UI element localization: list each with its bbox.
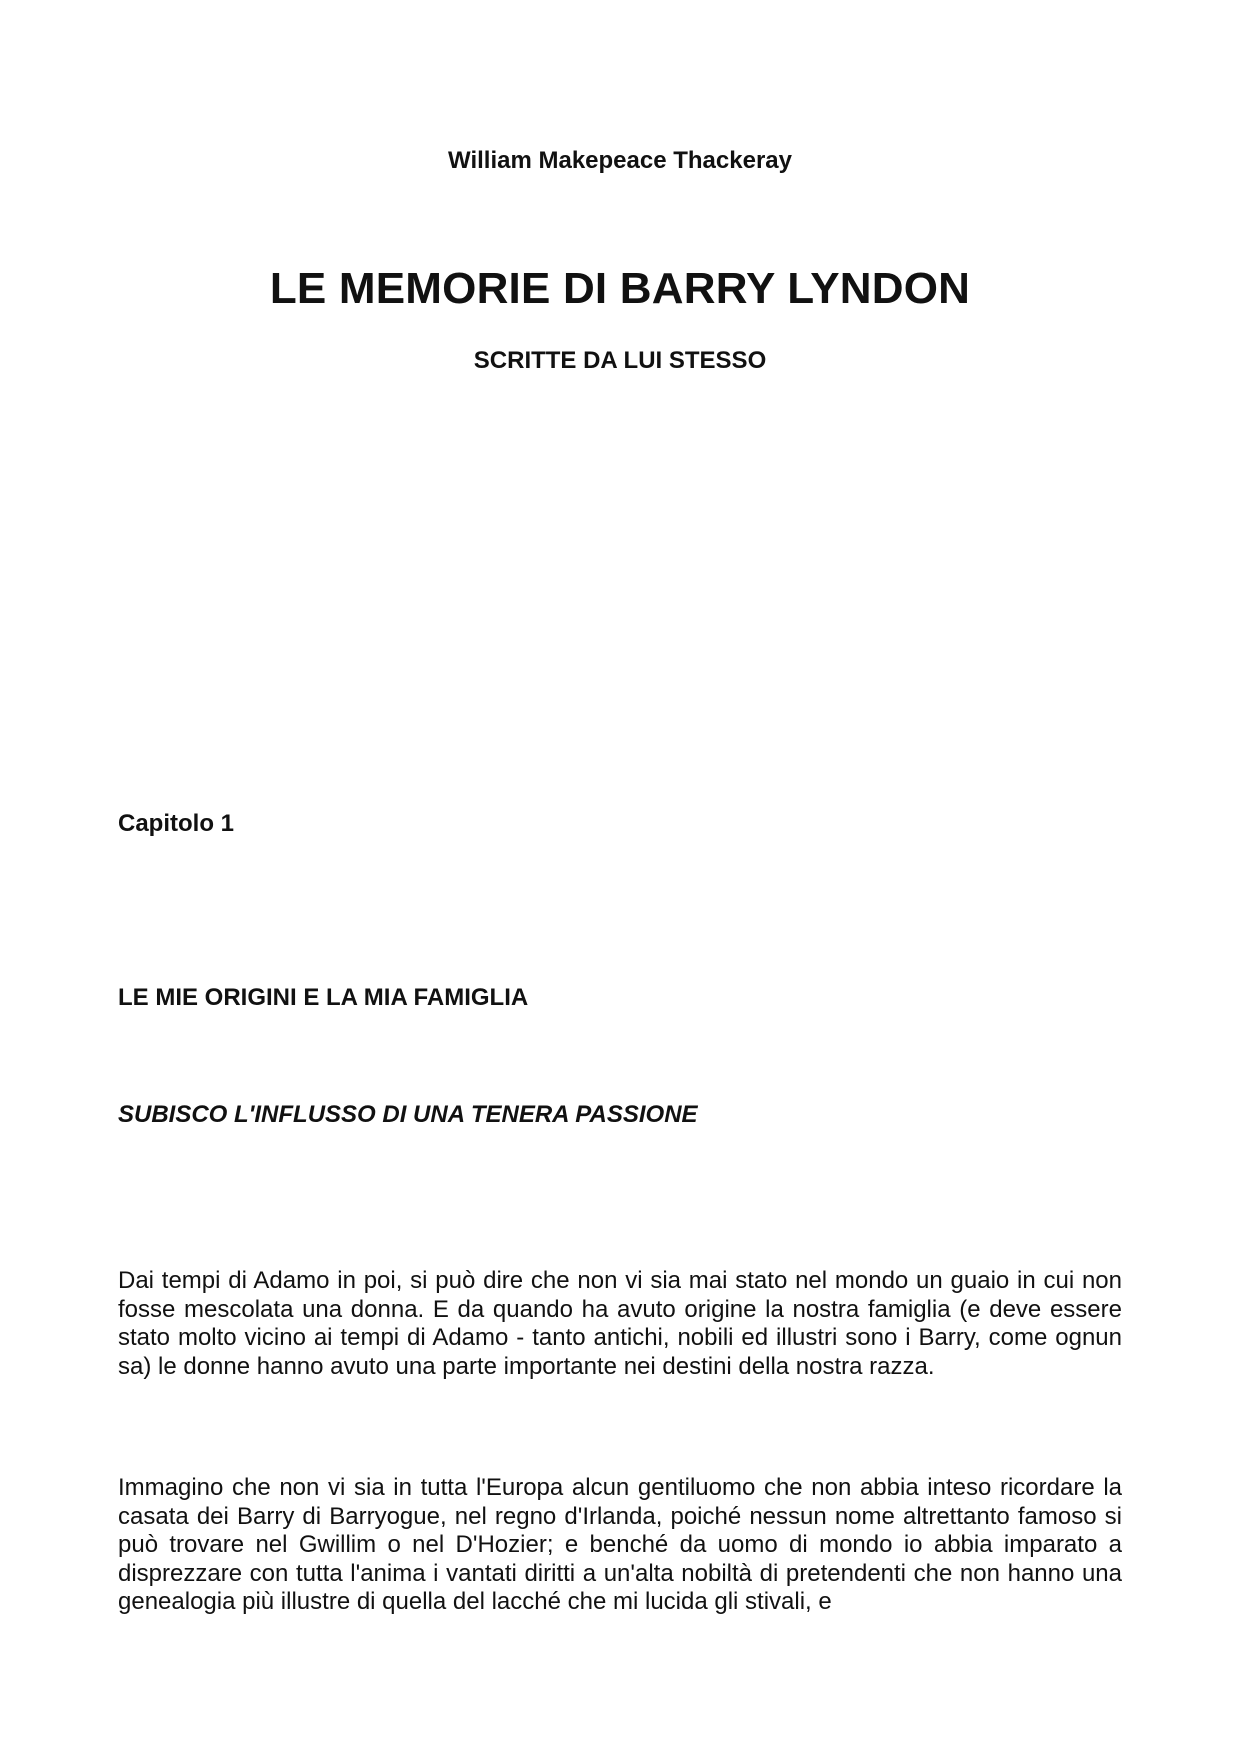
chapter-label: Capitolo 1 xyxy=(118,810,235,837)
chapter-title: LE MIE ORIGINI E LA MIA FAMIGLIA xyxy=(118,984,529,1011)
author-name: William Makepeace Thackeray xyxy=(448,147,792,174)
body-paragraph: Dai tempi di Adamo in poi, si può dire che non vi sia mai stato nel mondo un guaio in cui non fosse mescolata una donna. E da quando ha avuto origine la nostra famiglia (e deve essere stato molto vicino ai tempi di Adamo - tanto antichi, nobili ed illustri sono i Barry, come ognun sa) le donne hanno avuto una parte importante nei destini della nostra razza. xyxy=(118,1267,1122,1380)
book-title: LE MEMORIE DI BARRY LYNDON xyxy=(269,264,971,313)
book-subtitle: SCRITTE DA LUI STESSO xyxy=(473,347,767,374)
chapter-subtitle: SUBISCO L'INFLUSSO DI UNA TENERA PASSIONE xyxy=(118,1101,698,1128)
body-paragraph: Immagino che non vi sia in tutta l'Europa alcun gentiluomo che non abbia inteso ricordare la casata dei Barry di Barryogue, nel regno d'Irlanda, poiché nessun nome altrettanto famoso si può trovare nel Gwillim o nel D'Hozier; e benché da uomo di mondo io abbia imparato a disprezzare con tutta l'anima i vantati diritti a un'alta nobiltà di pretendenti che non hanno una genealogia più illustre di quella del lacché che mi lucida gli stivali, e xyxy=(118,1474,1122,1615)
